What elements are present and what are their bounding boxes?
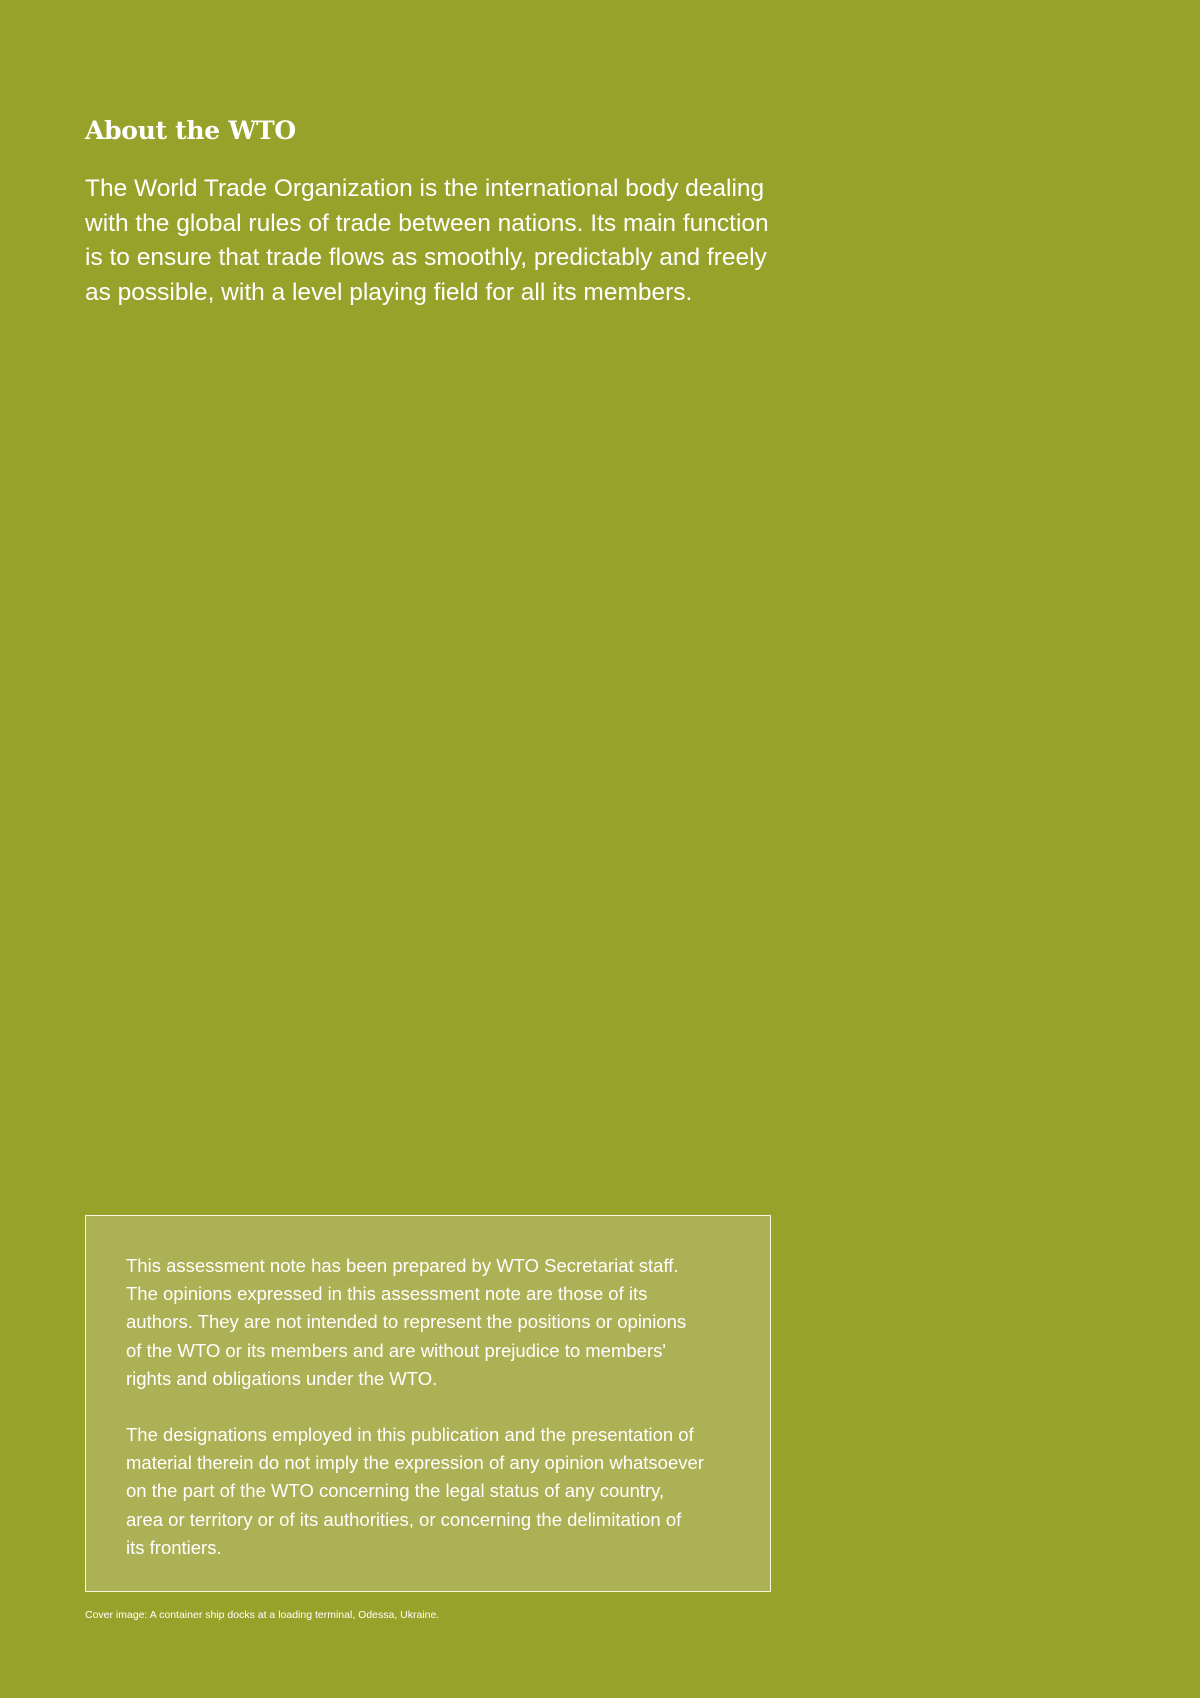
disclaimer-line: of the WTO or its members and are without prejudice to members' (126, 1339, 666, 1361)
disclaimer-line: authors. They are not intended to represent the positions or opinions (126, 1311, 687, 1333)
disclaimer-box (85, 1215, 771, 1592)
about-body-line: is to ensure that trade flows as smoothly, predictably and freely (85, 244, 767, 271)
disclaimer-line: The opinions expressed in this assessment note are those of its (126, 1283, 648, 1305)
about-body-line: with the global rules of trade between nations. Its main function (85, 209, 769, 237)
disclaimer-line: on the part of the WTO concerning the legal status of any country, (126, 1480, 665, 1502)
about-heading: About the WTO (85, 116, 296, 145)
disclaimer-line: This assessment note has been prepared by WTO Secretariat staff. (126, 1255, 679, 1276)
cover-image-caption: Cover image: A container ship docks at a loading terminal, Odessa, Ukraine. (85, 1609, 440, 1621)
about-body-line: as possible, with a level playing field for all its members. (85, 278, 693, 306)
about-body-line: The World Trade Organization is the international body dealing (85, 175, 765, 202)
disclaimer-paragraph-designations (126, 1421, 704, 1562)
disclaimer-line: rights and obligations under the WTO. (126, 1367, 438, 1389)
disclaimer-line: material therein do not imply the expression of any opinion whatsoever (126, 1452, 704, 1474)
disclaimer-line: its frontiers. (126, 1536, 222, 1558)
about-body (85, 172, 805, 310)
disclaimer-line: The designations employed in this publication and the presentation of (126, 1424, 694, 1445)
disclaimer-paragraph-opinions (126, 1252, 686, 1393)
disclaimer-line: area or territory or of its authorities, or concerning the delimitation of (126, 1508, 682, 1530)
